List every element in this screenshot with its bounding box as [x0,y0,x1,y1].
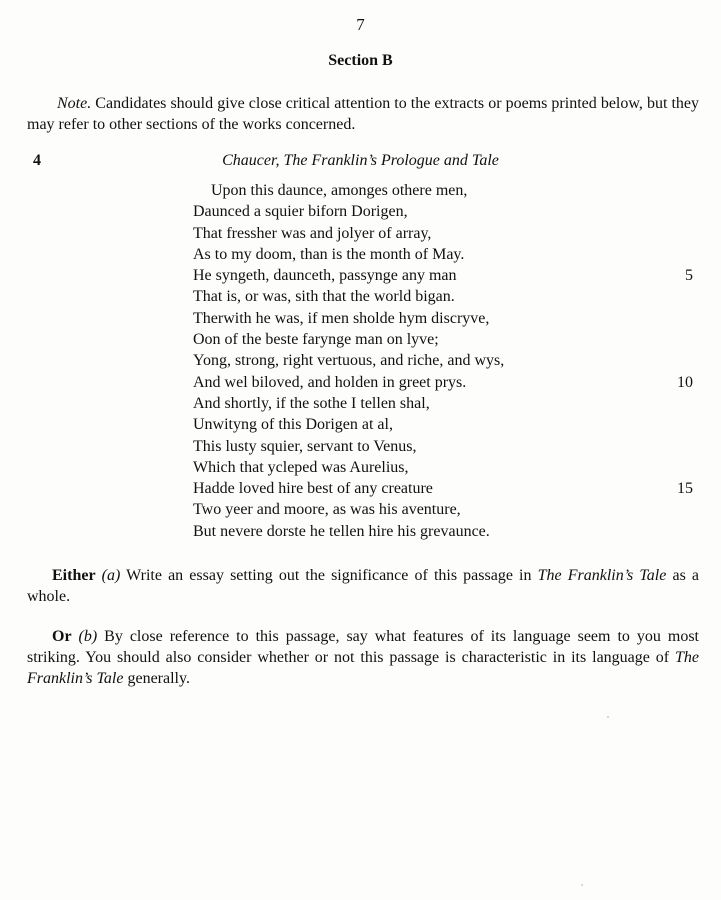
page-number: 7 [356,15,365,34]
question-number: 4 [33,152,41,169]
print-speck [581,884,583,886]
poem-line-text: Unwityng of this Dorigen at al, [193,416,393,434]
poem-line-text: Yong, strong, right vertuous, and riche, and wys, [193,352,505,370]
poem-line-text: Upon this daunce, amonges othere men, [211,182,468,199]
poem-line-text: That fressher was and jolyer of array, [193,224,432,242]
question-option-a [27,565,699,607]
poem-line-text: As to my doom, than is the month of May. [193,245,465,263]
poem-line-text: And shortly, if the sothe I tellen shal, [193,394,430,412]
poem-line [193,414,703,435]
poem-line [193,372,703,393]
option-a-label: (a) [101,567,121,584]
option-a-text: Write an essay setting out the significance of this passage in [126,567,532,584]
poem-line [193,223,703,244]
poem-line [193,329,703,350]
poem-line-text: Hadde loved hire best of any creature [193,480,433,498]
option-a-lead: Either [52,567,96,584]
option-a-text-end: as a whole. [27,567,700,605]
poem-line [193,308,703,329]
poem-line [193,350,703,371]
extract-title: Chaucer, The Franklin’s Prologue and Tale [222,152,499,169]
option-b-text: By close reference to this passage, say what features of its language seem to you most striking. You should also consider whether or not this passage is characteristic in its language of [27,628,699,666]
section-title: Section B [328,52,393,69]
poem-line [193,201,703,222]
poem-line-text: Oon of the beste farynge man on lyve; [193,331,439,349]
poem-line [193,244,703,265]
poem-line [193,286,703,307]
poem-line [193,180,703,201]
poem-line-text: Therwith he was, if men sholde hym discryve, [193,309,490,327]
line-number: 5 [685,267,693,285]
poem-line [193,521,703,542]
note-paragraph [27,93,699,135]
poem-line [193,457,703,478]
poem-line-text: But nevere dorste he tellen hire his grevaunce. [193,522,490,540]
note-label: Note. [57,95,92,112]
option-b-text-end: generally. [127,670,190,687]
line-number: 10 [677,373,693,391]
question-option-b [27,626,699,689]
poem-line-text: And wel biloved, and holden in greet prys. [193,373,467,391]
poem-line [193,499,703,520]
option-b-label: (b) [78,628,98,645]
line-number: 15 [677,480,693,498]
poem-line-text: Daunced a squier biforn Dorigen, [193,203,408,221]
poem-line [193,478,703,499]
option-a-work-title: The Franklin’s Tale [537,567,667,584]
poem-line [193,265,703,286]
poem-line-text: Which that ycleped was Aurelius, [193,458,409,476]
note-text: Candidates should give close critical attention to the extracts or poems printed below, but they may refer to other sections of the works concerned. [27,95,700,133]
poem-line [193,436,703,457]
poem-line-text: He syngeth, daunceth, passynge any man [193,267,457,285]
poem-line-text: That is, or was, sith that the world bigan. [193,288,455,306]
poem-line-text: Two yeer and moore, as was his aventure, [193,501,461,519]
poem-extract [193,180,703,542]
option-b-work-title: The Franklin’s Tale [27,649,700,687]
print-speck [607,716,609,718]
poem-line-text: This lusty squier, servant to Venus, [193,437,417,455]
poem-line [193,393,703,414]
option-b-lead: Or [52,628,72,645]
